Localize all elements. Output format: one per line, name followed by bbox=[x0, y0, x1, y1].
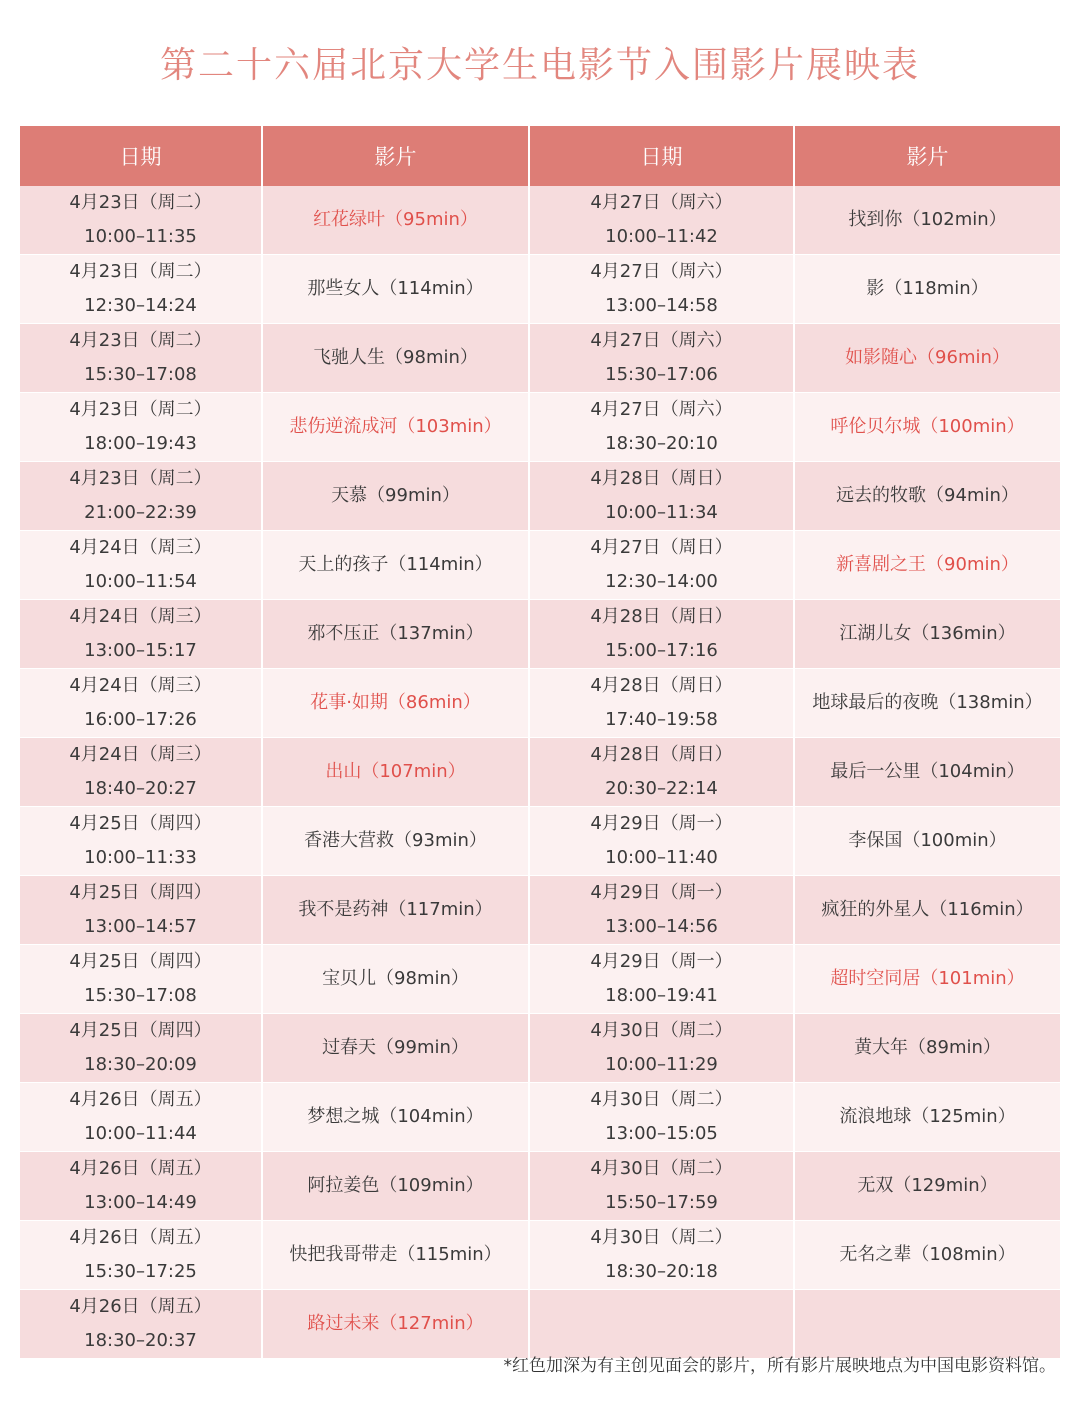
screening-date: 4月27日（周六） bbox=[590, 261, 733, 282]
film-title: 流浪地球（125min） bbox=[839, 1106, 1016, 1127]
film-title: 阿拉姜色（109min） bbox=[307, 1175, 484, 1196]
header-date-left: 日期 bbox=[20, 126, 262, 186]
film-title: 江湖儿女（136min） bbox=[839, 623, 1016, 644]
film-title: 路过未来（127min） bbox=[307, 1313, 484, 1334]
header-film-right: 影片 bbox=[794, 126, 1060, 186]
film-cell-right bbox=[794, 807, 1060, 876]
film-title: 宝贝儿（98min） bbox=[322, 968, 469, 989]
screening-time: 21:00–22:39 bbox=[84, 502, 197, 523]
screening-time: 10:00–11:33 bbox=[84, 847, 197, 868]
table-row bbox=[20, 945, 1060, 1014]
date-cell-left bbox=[20, 255, 262, 324]
screening-time: 15:30–17:25 bbox=[84, 1261, 197, 1282]
film-cell-right bbox=[794, 1083, 1060, 1152]
screening-date: 4月26日（周五） bbox=[69, 1227, 212, 1248]
header-film-left: 影片 bbox=[262, 126, 529, 186]
date-cell-right bbox=[529, 669, 794, 738]
screening-time: 10:00–11:29 bbox=[605, 1054, 718, 1075]
screening-date: 4月30日（周二） bbox=[590, 1020, 733, 1041]
date-cell-right bbox=[529, 462, 794, 531]
screening-date: 4月23日（周二） bbox=[69, 192, 212, 213]
film-title: 黄大年（89min） bbox=[854, 1037, 1001, 1058]
screening-date: 4月26日（周五） bbox=[69, 1089, 212, 1110]
date-cell-left bbox=[20, 876, 262, 945]
film-cell-right bbox=[794, 186, 1060, 255]
screening-schedule-table bbox=[20, 126, 1060, 1359]
date-cell-left bbox=[20, 738, 262, 807]
screening-date: 4月29日（周一） bbox=[590, 951, 733, 972]
screening-time: 13:00–15:05 bbox=[605, 1123, 718, 1144]
date-cell-left bbox=[20, 393, 262, 462]
film-cell-left bbox=[262, 1083, 529, 1152]
film-cell-right bbox=[794, 1290, 1060, 1359]
screening-date: 4月25日（周四） bbox=[69, 813, 212, 834]
table-row bbox=[20, 807, 1060, 876]
screening-date: 4月23日（周二） bbox=[69, 261, 212, 282]
screening-date: 4月24日（周三） bbox=[69, 606, 212, 627]
screening-date: 4月24日（周三） bbox=[69, 537, 212, 558]
film-title: 超时空同居（101min） bbox=[830, 968, 1025, 989]
date-cell-right bbox=[529, 1083, 794, 1152]
film-cell-left bbox=[262, 393, 529, 462]
screening-date: 4月30日（周二） bbox=[590, 1089, 733, 1110]
screening-time: 18:00–19:43 bbox=[84, 433, 197, 454]
date-cell-right bbox=[529, 945, 794, 1014]
screening-time: 15:30–17:06 bbox=[605, 364, 718, 385]
film-title: 新喜剧之王（90min） bbox=[836, 554, 1019, 575]
film-title: 天上的孩子（114min） bbox=[298, 554, 493, 575]
film-cell-left bbox=[262, 738, 529, 807]
film-cell-right bbox=[794, 600, 1060, 669]
table-row bbox=[20, 1083, 1060, 1152]
screening-time: 18:30–20:10 bbox=[605, 433, 718, 454]
date-cell-right bbox=[529, 255, 794, 324]
table-row bbox=[20, 669, 1060, 738]
screening-date: 4月24日（周三） bbox=[69, 744, 212, 765]
date-cell-right bbox=[529, 186, 794, 255]
screening-time: 18:30–20:18 bbox=[605, 1261, 718, 1282]
film-title: 快把我哥带走（115min） bbox=[289, 1244, 502, 1265]
film-cell-left bbox=[262, 255, 529, 324]
screening-time: 18:00–19:41 bbox=[605, 985, 718, 1006]
film-cell-left bbox=[262, 462, 529, 531]
table-header-row bbox=[20, 126, 1060, 186]
screening-date: 4月28日（周日） bbox=[590, 468, 733, 489]
date-cell-right bbox=[529, 324, 794, 393]
screening-date: 4月25日（周四） bbox=[69, 951, 212, 972]
date-cell-right bbox=[529, 1014, 794, 1083]
film-cell-right bbox=[794, 945, 1060, 1014]
date-cell-left bbox=[20, 1221, 262, 1290]
screening-date: 4月27日（周六） bbox=[590, 192, 733, 213]
film-cell-left bbox=[262, 1221, 529, 1290]
header-date-right: 日期 bbox=[529, 126, 794, 186]
film-title: 地球最后的夜晚（138min） bbox=[812, 692, 1043, 713]
table-row bbox=[20, 324, 1060, 393]
film-cell-left bbox=[262, 186, 529, 255]
page-title: 第二十六届北京大学生电影节入围影片展映表 bbox=[159, 45, 920, 86]
table-row bbox=[20, 393, 1060, 462]
screening-date: 4月29日（周一） bbox=[590, 813, 733, 834]
film-title: 梦想之城（104min） bbox=[307, 1106, 484, 1127]
date-cell-right bbox=[529, 531, 794, 600]
date-cell-right bbox=[529, 393, 794, 462]
screening-date: 4月27日（周六） bbox=[590, 399, 733, 420]
screening-date: 4月28日（周日） bbox=[590, 675, 733, 696]
film-cell-left bbox=[262, 945, 529, 1014]
screening-date: 4月23日（周二） bbox=[69, 330, 212, 351]
screening-date: 4月25日（周四） bbox=[69, 882, 212, 903]
screening-time: 15:30–17:08 bbox=[84, 364, 197, 385]
film-cell-right bbox=[794, 876, 1060, 945]
table-row bbox=[20, 1290, 1060, 1359]
film-cell-left bbox=[262, 807, 529, 876]
film-title: 李保国（100min） bbox=[848, 830, 1007, 851]
table-row bbox=[20, 1014, 1060, 1083]
film-cell-right bbox=[794, 393, 1060, 462]
film-cell-left bbox=[262, 324, 529, 393]
film-title: 出山（107min） bbox=[325, 761, 466, 782]
film-cell-left bbox=[262, 1290, 529, 1359]
film-title: 悲伤逆流成河（103min） bbox=[289, 416, 502, 437]
screening-time: 18:30–20:09 bbox=[84, 1054, 197, 1075]
screening-date: 4月29日（周一） bbox=[590, 882, 733, 903]
date-cell-left bbox=[20, 462, 262, 531]
date-cell-right bbox=[529, 738, 794, 807]
screening-time: 10:00–11:40 bbox=[605, 847, 718, 868]
film-cell-right bbox=[794, 255, 1060, 324]
screening-date: 4月23日（周二） bbox=[69, 468, 212, 489]
screening-time: 13:00–15:17 bbox=[84, 640, 197, 661]
screening-time: 10:00–11:54 bbox=[84, 571, 197, 592]
date-cell-right bbox=[529, 1290, 794, 1359]
date-cell-left bbox=[20, 186, 262, 255]
screening-time: 12:30–14:00 bbox=[605, 571, 718, 592]
screening-time: 15:30–17:08 bbox=[84, 985, 197, 1006]
film-title: 过春天（99min） bbox=[322, 1037, 469, 1058]
table-row bbox=[20, 462, 1060, 531]
film-cell-right bbox=[794, 1221, 1060, 1290]
table-row bbox=[20, 1221, 1060, 1290]
date-cell-left bbox=[20, 531, 262, 600]
screening-date: 4月30日（周二） bbox=[590, 1227, 733, 1248]
screening-time: 18:40–20:27 bbox=[84, 778, 197, 799]
film-cell-left bbox=[262, 1014, 529, 1083]
table-row bbox=[20, 600, 1060, 669]
screening-time: 10:00–11:35 bbox=[84, 226, 197, 247]
date-cell-left bbox=[20, 1290, 262, 1359]
date-cell-left bbox=[20, 945, 262, 1014]
film-cell-right bbox=[794, 324, 1060, 393]
film-cell-right bbox=[794, 1014, 1060, 1083]
screening-time: 12:30–14:24 bbox=[84, 295, 197, 316]
film-title: 那些女人（114min） bbox=[307, 278, 484, 299]
table-row bbox=[20, 531, 1060, 600]
film-title: 呼伦贝尔城（100min） bbox=[830, 416, 1025, 437]
footnote: *红色加深为有主创见面会的影片，所有影片展映地点为中国电影资料馆。 bbox=[503, 1356, 1056, 1376]
film-cell-left bbox=[262, 531, 529, 600]
screening-date: 4月30日（周二） bbox=[590, 1158, 733, 1179]
screening-time: 10:00–11:42 bbox=[605, 226, 718, 247]
screening-time: 15:50–17:59 bbox=[605, 1192, 718, 1213]
screening-time: 18:30–20:37 bbox=[84, 1330, 197, 1351]
screening-time: 13:00–14:57 bbox=[84, 916, 197, 937]
date-cell-right bbox=[529, 807, 794, 876]
date-cell-right bbox=[529, 600, 794, 669]
date-cell-left bbox=[20, 600, 262, 669]
screening-date: 4月26日（周五） bbox=[69, 1158, 212, 1179]
date-cell-right bbox=[529, 1152, 794, 1221]
table-row bbox=[20, 876, 1060, 945]
table-row bbox=[20, 1152, 1060, 1221]
schedule-body bbox=[20, 186, 1060, 1359]
film-cell-right bbox=[794, 738, 1060, 807]
screening-date: 4月25日（周四） bbox=[69, 1020, 212, 1041]
screening-time: 16:00–17:26 bbox=[84, 709, 197, 730]
film-cell-left bbox=[262, 600, 529, 669]
film-cell-left bbox=[262, 669, 529, 738]
film-title: 邪不压正（137min） bbox=[307, 623, 484, 644]
film-title: 我不是药神（117min） bbox=[298, 899, 493, 920]
film-cell-right bbox=[794, 531, 1060, 600]
screening-date: 4月27日（周六） bbox=[590, 330, 733, 351]
screening-time: 13:00–14:49 bbox=[84, 1192, 197, 1213]
date-cell-left bbox=[20, 1083, 262, 1152]
film-title: 花事·如期（86min） bbox=[310, 692, 481, 713]
film-cell-left bbox=[262, 876, 529, 945]
film-title: 远去的牧歌（94min） bbox=[836, 485, 1019, 506]
date-cell-left bbox=[20, 669, 262, 738]
film-title: 红花绿叶（95min） bbox=[313, 209, 478, 230]
screening-time: 17:40–19:58 bbox=[605, 709, 718, 730]
film-title: 无双（129min） bbox=[857, 1175, 998, 1196]
film-title: 找到你（102min） bbox=[848, 209, 1007, 230]
screening-time: 13:00–14:56 bbox=[605, 916, 718, 937]
screening-date: 4月24日（周三） bbox=[69, 675, 212, 696]
film-title: 天慕（99min） bbox=[331, 485, 460, 506]
film-title: 疯狂的外星人（116min） bbox=[821, 899, 1034, 920]
screening-time: 10:00–11:34 bbox=[605, 502, 718, 523]
screening-time: 15:00–17:16 bbox=[605, 640, 718, 661]
film-cell-left bbox=[262, 1152, 529, 1221]
screening-time: 20:30–22:14 bbox=[605, 778, 718, 799]
table-row bbox=[20, 738, 1060, 807]
film-title: 飞驰人生（98min） bbox=[313, 347, 478, 368]
date-cell-left bbox=[20, 807, 262, 876]
table-row bbox=[20, 255, 1060, 324]
date-cell-left bbox=[20, 1152, 262, 1221]
film-cell-right bbox=[794, 462, 1060, 531]
date-cell-left bbox=[20, 324, 262, 393]
screening-date: 4月26日（周五） bbox=[69, 1296, 212, 1317]
screening-date: 4月27日（周日） bbox=[590, 537, 733, 558]
film-cell-right bbox=[794, 1152, 1060, 1221]
screening-date: 4月28日（周日） bbox=[590, 606, 733, 627]
film-cell-right bbox=[794, 669, 1060, 738]
film-title: 无名之辈（108min） bbox=[839, 1244, 1016, 1265]
screening-date: 4月23日（周二） bbox=[69, 399, 212, 420]
date-cell-right bbox=[529, 876, 794, 945]
date-cell-left bbox=[20, 1014, 262, 1083]
film-title: 如影随心（96min） bbox=[845, 347, 1010, 368]
screening-time: 13:00–14:58 bbox=[605, 295, 718, 316]
film-title: 香港大营救（93min） bbox=[304, 830, 487, 851]
date-cell-right bbox=[529, 1221, 794, 1290]
table-row bbox=[20, 186, 1060, 255]
film-title: 影（118min） bbox=[866, 278, 989, 299]
screening-time: 10:00–11:44 bbox=[84, 1123, 197, 1144]
film-title: 最后一公里（104min） bbox=[830, 761, 1025, 782]
screening-date: 4月28日（周日） bbox=[590, 744, 733, 765]
